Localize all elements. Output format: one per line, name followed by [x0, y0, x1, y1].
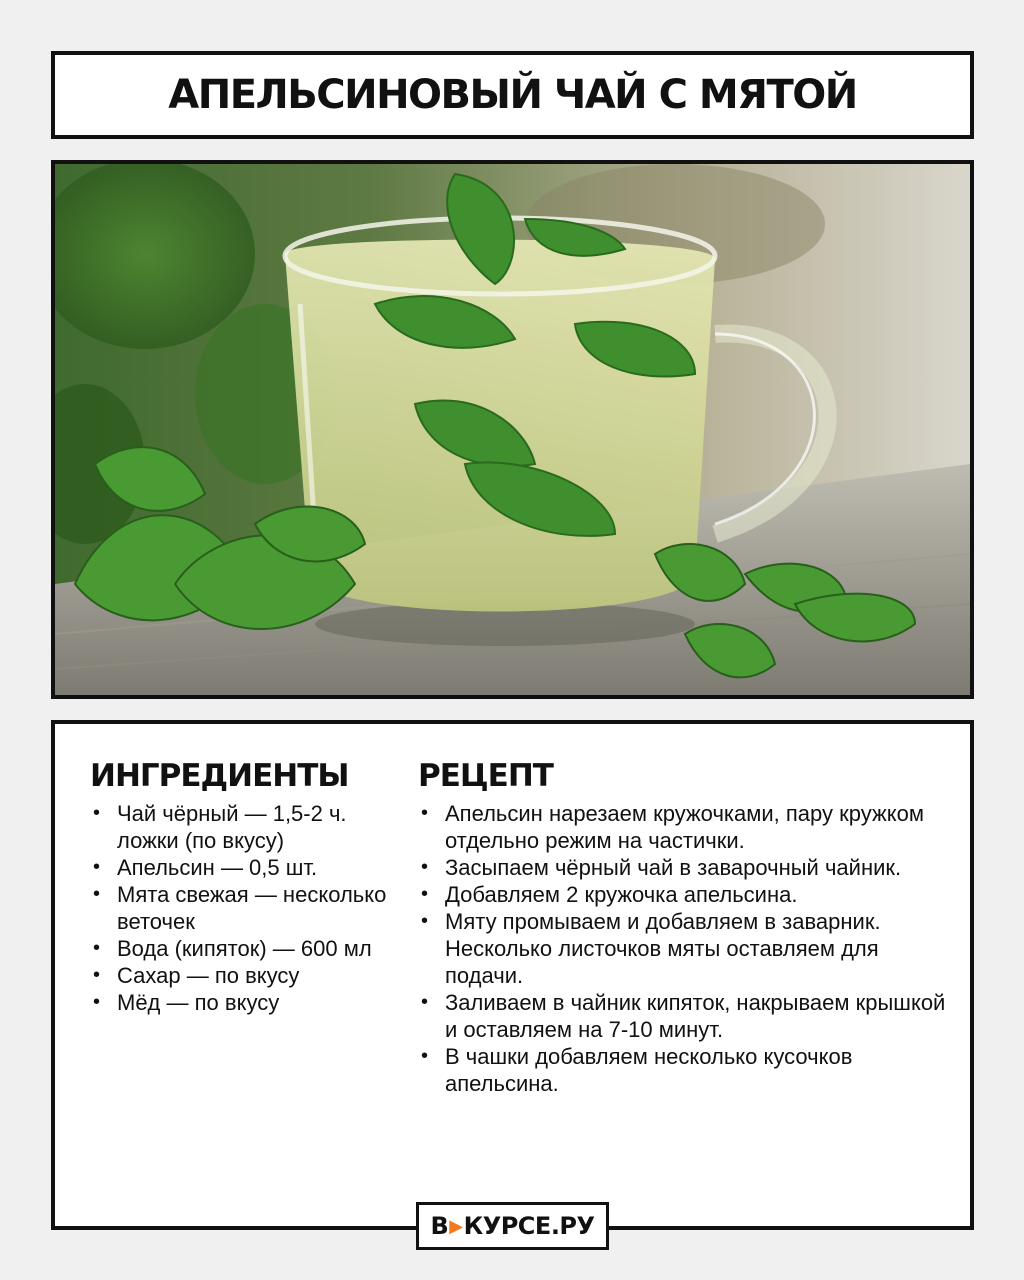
recipe-heading: РЕЦЕПТ [418, 758, 553, 794]
ingredient-item: • Вода (кипяток) — 600 мл [90, 935, 390, 962]
recipe-step: • Мяту промываем и добавляем в заварник. Несколько листочков мяты оставляем для подачи. [418, 908, 948, 989]
photo-box [51, 160, 974, 699]
play-arrow-icon: ▶ [449, 1215, 463, 1237]
page-title: АПЕЛЬСИНОВЫЙ ЧАЙ С МЯТОЙ [168, 72, 857, 118]
recipe-steps-list [418, 800, 948, 1097]
ingredient-item: • Мята свежая — несколько веточек [90, 881, 390, 935]
title-box [51, 51, 974, 139]
recipe-step: • Добавляем 2 кружочка апельсина. [418, 881, 948, 908]
site-logo[interactable] [416, 1202, 609, 1250]
recipe-step: • В чашки добавляем несколько кусочков апельсина. [418, 1043, 948, 1097]
ingredients-section [90, 758, 390, 1016]
ingredient-item: • Апельсин — 0,5 шт. [90, 854, 390, 881]
recipe-section [418, 758, 948, 1097]
logo-text-left: В [430, 1212, 449, 1240]
recipe-step: • Засыпаем чёрный чай в заварочный чайник. [418, 854, 948, 881]
recipe-step: • Апельсин нарезаем кружочками, пару кружком отдельно режим на частички. [418, 800, 948, 854]
mint-tea-cup-photo-icon [55, 164, 970, 695]
ingredients-heading: ИНГРЕДИЕНТЫ [90, 758, 349, 794]
logo-text-right: КУРСЕ.РУ [463, 1212, 595, 1240]
recipe-step: • Заливаем в чайник кипяток, накрываем крышкой и оставляем на 7-10 минут. [418, 989, 948, 1043]
ingredient-item: • Мёд — по вкусу [90, 989, 390, 1016]
ingredient-item: • Чай чёрный — 1,5-2 ч. ложки (по вкусу) [90, 800, 390, 854]
recipe-card [51, 720, 974, 1230]
ingredient-item: • Сахар — по вкусу [90, 962, 390, 989]
ingredients-list [90, 800, 390, 1016]
